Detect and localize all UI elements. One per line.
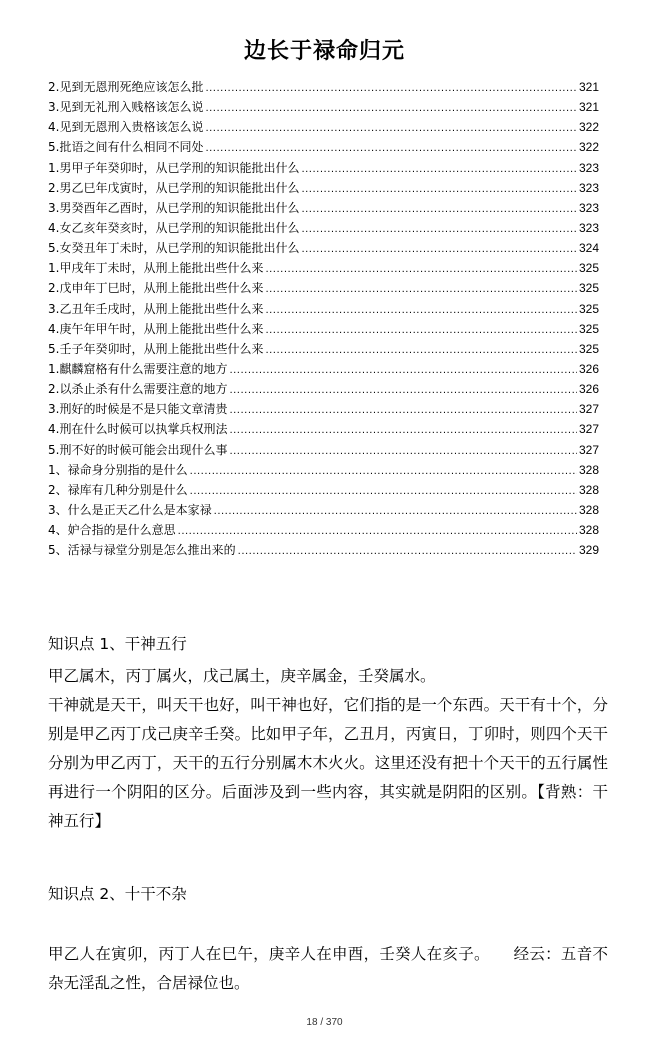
toc-leader-dots — [301, 218, 577, 240]
toc-entry-label: 4.见到无恩刑入贵格该怎么说 — [48, 120, 204, 135]
toc-leader-dots — [301, 178, 577, 200]
toc-entry-label: 3、什么是正天乙什么是本家禄 — [48, 502, 212, 517]
toc-leader-dots — [229, 440, 577, 462]
toc-entry[interactable] — [48, 77, 599, 97]
toc-leader-dots — [265, 319, 577, 341]
toc-entry[interactable] — [48, 339, 599, 359]
toc-entry[interactable] — [48, 419, 599, 439]
toc-leader-dots — [190, 480, 577, 502]
toc-entry[interactable] — [48, 97, 599, 117]
toc-entry[interactable] — [48, 238, 599, 258]
toc-entry[interactable] — [48, 218, 599, 238]
toc-entry[interactable] — [48, 258, 599, 278]
toc-leader-dots — [205, 77, 577, 99]
toc-entry-label: 4.庚午年甲午时，从刑上能批出些什么来 — [48, 321, 264, 336]
toc-entry-page: 328 — [578, 502, 599, 517]
toc-leader-dots — [301, 238, 577, 260]
toc-entry-page: 329 — [578, 543, 599, 558]
section-2 — [48, 880, 608, 998]
toc-entry-label: 1.男甲子年癸卯时，从已学刑的知识能批出什么 — [48, 160, 300, 175]
toc-entry[interactable] — [48, 399, 599, 419]
toc-leader-dots — [205, 97, 577, 119]
toc-entry-page: 322 — [578, 120, 599, 135]
toc-entry[interactable] — [48, 480, 599, 500]
toc-leader-dots — [205, 117, 577, 139]
page-number: 18 / 370 — [306, 1017, 343, 1028]
toc-entry[interactable] — [48, 178, 599, 198]
toc-entry-label: 4.刑在什么时候可以执掌兵权刑法 — [48, 422, 228, 437]
toc-leader-dots — [301, 158, 577, 180]
toc-entry[interactable] — [48, 540, 599, 560]
page-title: 边长于禄命归元 — [243, 39, 405, 64]
toc-entry-label: 1.麒麟窟格有什么需要注意的地方 — [48, 361, 228, 376]
toc-entry-page: 324 — [578, 241, 599, 256]
toc-entry-page: 328 — [578, 523, 599, 538]
toc-entry-page: 323 — [578, 200, 599, 215]
toc-entry-page: 321 — [578, 80, 599, 94]
toc-entry[interactable] — [48, 520, 599, 540]
toc-entry-page: 322 — [578, 140, 599, 155]
toc-entry-label: 2.见到无恩刑死绝应该怎么批 — [48, 80, 204, 94]
toc-entry-page: 323 — [578, 220, 599, 235]
toc-entry-label: 5、活禄与禄堂分别是怎么推出来的 — [48, 543, 236, 558]
toc-entry-label: 3.男癸酉年乙酉时，从已学刑的知识能批出什么 — [48, 200, 300, 215]
toc-leader-dots — [238, 540, 577, 562]
toc-entry[interactable] — [48, 359, 599, 379]
toc-entry-page: 327 — [578, 442, 599, 457]
toc-entry-label: 4.女乙亥年癸亥时，从已学刑的知识能批出什么 — [48, 220, 300, 235]
toc-entry[interactable] — [48, 500, 599, 520]
toc-entry[interactable] — [48, 379, 599, 399]
toc-entry-label: 2.男乙巳年戊寅时，从已学刑的知识能批出什么 — [48, 180, 300, 195]
section-line: 甲乙属木，丙丁属火，戊己属土，庚辛属金，壬癸属水。 — [48, 667, 436, 685]
toc-entry-label: 2.以杀止杀有什么需要注意的地方 — [48, 382, 228, 397]
toc-entry-page: 327 — [578, 402, 599, 417]
toc-entry-page: 326 — [578, 361, 599, 376]
toc-entry-page: 325 — [578, 321, 599, 336]
toc-entry[interactable] — [48, 158, 599, 178]
table-of-contents — [48, 77, 599, 560]
toc-entry-label: 1.甲戌年丁未时，从刑上能批出些什么来 — [48, 261, 264, 276]
toc-entry[interactable] — [48, 299, 599, 319]
toc-entry-label: 5.批语之间有什么相同不同处 — [48, 140, 204, 155]
toc-entry-label: 2.戊申年丁巳时，从刑上能批出些什么来 — [48, 281, 264, 296]
toc-leader-dots — [265, 278, 577, 300]
toc-leader-dots — [205, 137, 577, 159]
toc-leader-dots — [301, 198, 577, 220]
toc-entry-page: 325 — [578, 341, 599, 356]
section-1 — [48, 630, 608, 836]
toc-entry-page: 328 — [578, 462, 599, 477]
toc-entry[interactable] — [48, 440, 599, 460]
toc-leader-dots — [229, 359, 577, 381]
toc-leader-dots — [229, 399, 577, 421]
section-heading: 知识点 2、十干不杂 — [48, 885, 187, 903]
toc-entry-label: 5.刑不好的时候可能会出现什么事 — [48, 442, 228, 457]
toc-leader-dots — [229, 419, 577, 441]
toc-entry-label: 5.壬子年癸卯时，从刑上能批出些什么来 — [48, 341, 264, 356]
toc-leader-dots — [214, 500, 577, 522]
toc-leader-dots — [190, 460, 577, 482]
toc-entry-label: 4、妒合指的是什么意思 — [48, 523, 176, 538]
toc-entry-page: 328 — [578, 482, 599, 497]
toc-entry[interactable] — [48, 460, 599, 480]
toc-entry-label: 3.见到无礼刑入贱格该怎么说 — [48, 100, 204, 115]
toc-entry[interactable] — [48, 117, 599, 137]
toc-entry-page: 323 — [578, 160, 599, 175]
toc-entry-label: 5.女癸丑年丁未时，从已学刑的知识能批出什么 — [48, 241, 300, 256]
toc-entry-page: 325 — [578, 261, 599, 276]
toc-entry-page: 325 — [578, 301, 599, 316]
section-paragraph: 甲乙人在寅卯，丙丁人在巳午，庚辛人在申酉，壬癸人在亥子。 经云：五音不杂无淫乱之性，合居禄位也。 — [48, 945, 608, 992]
toc-entry[interactable] — [48, 137, 599, 157]
toc-entry-label: 1、禄命身分别指的是什么 — [48, 462, 188, 477]
toc-entry-page: 327 — [578, 422, 599, 437]
toc-entry-label: 2、禄库有几种分别是什么 — [48, 482, 188, 497]
toc-entry-page: 321 — [578, 100, 599, 115]
toc-entry-label: 3.刑好的时候是不是只能文章清贵 — [48, 402, 228, 417]
toc-leader-dots — [229, 379, 577, 401]
toc-entry[interactable] — [48, 198, 599, 218]
toc-entry-page: 323 — [578, 180, 599, 195]
section-heading: 知识点 1、干神五行 — [48, 635, 187, 653]
toc-leader-dots — [178, 520, 577, 542]
toc-entry[interactable] — [48, 319, 599, 339]
toc-entry-page: 326 — [578, 382, 599, 397]
toc-entry-label: 3.乙丑年壬戌时，从刑上能批出些什么来 — [48, 301, 264, 316]
toc-entry-page: 325 — [578, 281, 599, 296]
toc-entry[interactable] — [48, 278, 599, 298]
toc-leader-dots — [265, 339, 577, 361]
toc-leader-dots — [265, 299, 577, 321]
toc-leader-dots — [265, 258, 577, 280]
section-paragraph: 干神就是天干，叫天干也好，叫干神也好，它们指的是一个东西。天干有十个，分别是甲乙丙丁戊己庚辛壬癸。比如甲子年，乙丑月，丙寅日，丁卯时，则四个天干分别为甲乙丙丁，天干的五行分别属木木火火。这里还没有把十个天干的五行属性再进行一个阴阳的区分。后面涉及到一些内容，其实就是阴阳的区别。【背熟：干神五行】 — [48, 696, 608, 830]
